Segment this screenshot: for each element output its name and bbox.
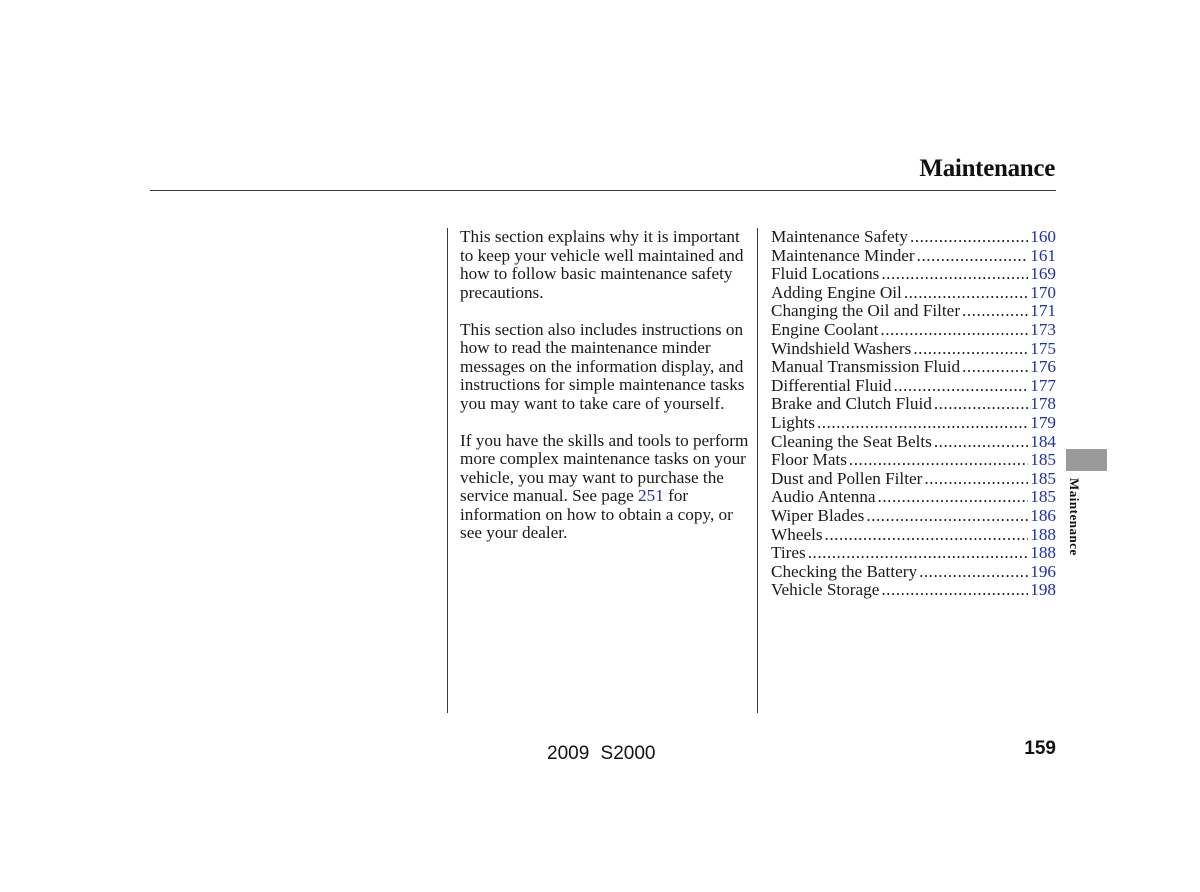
toc-item[interactable] xyxy=(771,247,1056,266)
toc-item-page-link[interactable]: 170 xyxy=(1030,282,1056,302)
toc-item[interactable] xyxy=(771,340,1056,359)
toc-item-page-link[interactable]: 196 xyxy=(1030,561,1056,581)
toc-item[interactable] xyxy=(771,377,1056,396)
toc-item-label: Brake and Clutch Fluid xyxy=(771,394,932,414)
side-tab-label: Maintenance xyxy=(1067,478,1082,556)
toc-item[interactable] xyxy=(771,544,1056,563)
toc-leader-dots xyxy=(880,321,1028,340)
toc-item-label: Tires xyxy=(771,543,806,563)
toc-item-page-link[interactable]: 185 xyxy=(1030,487,1056,507)
toc-item[interactable] xyxy=(771,451,1056,470)
toc-item-page-link[interactable]: 177 xyxy=(1030,375,1056,395)
toc-item-label: Changing the Oil and Filter xyxy=(771,301,961,321)
toc-item-page-link[interactable]: 198 xyxy=(1030,580,1056,600)
toc-item-page-link[interactable]: 173 xyxy=(1030,319,1056,339)
toc-item[interactable] xyxy=(771,321,1056,340)
toc-item-label: Dust and Pollen Filter xyxy=(771,468,923,488)
toc-item-label: Checking the Battery xyxy=(771,561,918,581)
toc-leader-dots xyxy=(866,507,1028,526)
intro-paragraph-3-after: for information on how to obtain a copy, or see your dealer. xyxy=(460,486,733,542)
toc-leader-dots xyxy=(924,470,1028,489)
page-title: Maintenance xyxy=(919,155,1055,182)
toc-item[interactable] xyxy=(771,265,1056,284)
toc-item[interactable] xyxy=(771,470,1056,489)
toc-leader-dots xyxy=(919,563,1028,582)
column-divider-left xyxy=(447,228,448,713)
toc-leader-dots xyxy=(917,247,1029,266)
toc-leader-dots xyxy=(893,377,1028,396)
toc-item[interactable] xyxy=(771,414,1056,433)
table-of-contents xyxy=(771,228,1056,600)
toc-leader-dots xyxy=(881,581,1028,600)
side-tab-marker xyxy=(1066,449,1107,471)
toc-leader-dots xyxy=(913,340,1028,359)
column-divider-right xyxy=(757,228,758,713)
toc-item-page-link[interactable]: 176 xyxy=(1030,357,1056,377)
toc-leader-dots xyxy=(849,451,1028,470)
toc-item[interactable] xyxy=(771,395,1056,414)
toc-leader-dots xyxy=(817,414,1028,433)
toc-item-label: Manual Transmission Fluid xyxy=(771,357,961,377)
toc-item[interactable] xyxy=(771,284,1056,303)
toc-leader-dots xyxy=(910,228,1028,247)
toc-leader-dots xyxy=(962,358,1028,377)
toc-item-label: Maintenance Safety xyxy=(771,227,908,246)
page-link-251[interactable]: 251 xyxy=(638,486,664,505)
toc-leader-dots xyxy=(825,526,1029,545)
toc-item[interactable] xyxy=(771,433,1056,452)
toc-item-page-link[interactable]: 186 xyxy=(1030,505,1056,525)
toc-item[interactable] xyxy=(771,358,1056,377)
toc-leader-dots xyxy=(904,284,1028,303)
toc-item-page-link[interactable]: 185 xyxy=(1030,468,1056,488)
toc-item[interactable] xyxy=(771,228,1056,247)
toc-item-page-link[interactable]: 185 xyxy=(1030,450,1056,470)
toc-item-page-link[interactable]: 188 xyxy=(1030,543,1056,563)
intro-paragraph-1: This section explains why it is important to keep your vehicle well maintained and how to follow basic maintenance safety precautions. xyxy=(460,227,744,302)
toc-item-label: Engine Coolant xyxy=(771,319,879,339)
toc-item-page-link[interactable]: 169 xyxy=(1030,264,1056,284)
intro-paragraph-2: This section also includes instructions on how to read the maintenance minder messages on the information display, and instructions for simple maintenance tasks you may want to take care of yourself. xyxy=(460,319,745,413)
toc-item-label: Fluid Locations xyxy=(771,264,880,284)
toc-item[interactable] xyxy=(771,526,1056,545)
toc-leader-dots xyxy=(878,488,1029,507)
toc-item-page-link[interactable]: 184 xyxy=(1030,431,1056,451)
toc-item[interactable] xyxy=(771,302,1056,321)
toc-item-page-link[interactable]: 188 xyxy=(1030,524,1056,544)
toc-item-page-link[interactable]: 171 xyxy=(1030,301,1056,321)
toc-item-label: Adding Engine Oil xyxy=(771,282,902,302)
intro-text xyxy=(460,228,750,561)
toc-leader-dots xyxy=(808,544,1029,563)
toc-item-label: Wiper Blades xyxy=(771,505,865,525)
toc-item-label: Cleaning the Seat Belts xyxy=(771,431,932,451)
toc-leader-dots xyxy=(934,433,1028,452)
toc-item-page-link[interactable]: 179 xyxy=(1030,412,1056,432)
toc-item-label: Windshield Washers xyxy=(771,338,912,358)
toc-item-label: Floor Mats xyxy=(771,450,847,470)
toc-leader-dots xyxy=(881,265,1028,284)
toc-item-page-link[interactable]: 161 xyxy=(1030,245,1056,265)
toc-item-page-link[interactable]: 178 xyxy=(1030,394,1056,414)
toc-item-label: Differential Fluid xyxy=(771,375,892,395)
toc-leader-dots xyxy=(962,302,1028,321)
toc-item-label: Lights xyxy=(771,412,815,432)
page-number: 159 xyxy=(1024,738,1056,759)
toc-item-label: Vehicle Storage xyxy=(771,580,880,600)
toc-leader-dots xyxy=(934,395,1028,414)
toc-item-page-link[interactable]: 175 xyxy=(1030,338,1056,358)
footer-model: 2009 S2000 xyxy=(547,743,656,764)
header-rule xyxy=(150,190,1056,191)
toc-item[interactable] xyxy=(771,488,1056,507)
toc-item-label: Wheels xyxy=(771,524,823,544)
toc-item[interactable] xyxy=(771,581,1056,600)
toc-item-label: Audio Antenna xyxy=(771,487,876,507)
intro-paragraph-3-before: If you have the skills and tools to perform more complex maintenance tasks on your vehicle, you may want to purchase the service manual. See page xyxy=(460,430,749,505)
toc-item[interactable] xyxy=(771,563,1056,582)
toc-item-page-link[interactable]: 160 xyxy=(1030,227,1056,246)
toc-item-label: Maintenance Minder xyxy=(771,245,915,265)
intro-paragraph-3 xyxy=(460,432,750,543)
toc-item[interactable] xyxy=(771,507,1056,526)
